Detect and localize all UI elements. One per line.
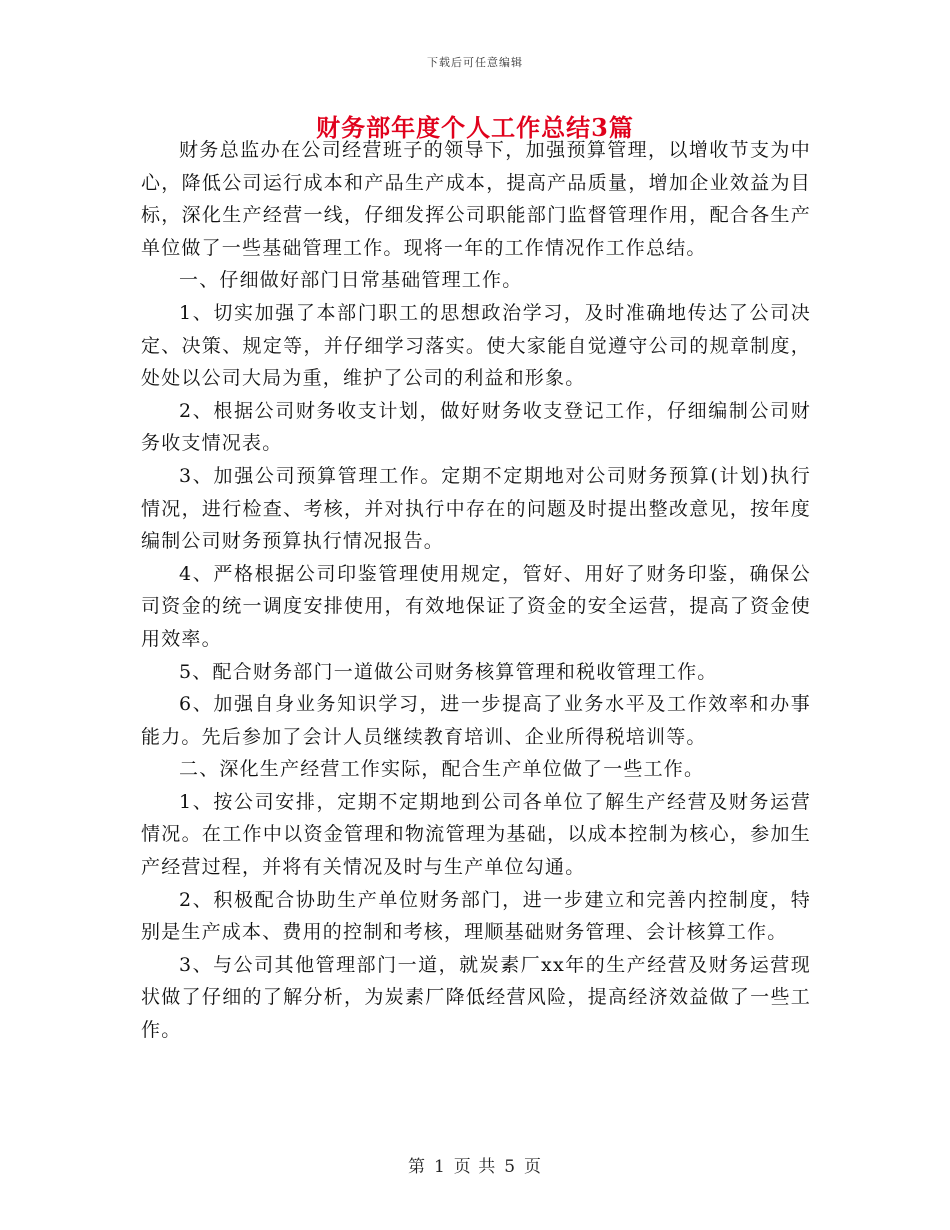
page-footer	[0, 1152, 950, 1177]
paragraph-intro: 财务总监办在公司经营班子的领导下，加强预算管理，以增收节支为中心，降低公司运行成本和产品生产成本，提高产品质量，增加企业效益为目标，深化生产经营一线，仔细发挥公司职能部门监督管理作用，配合各生产单位做了一些基础管理工作。现将一年的工作情况作工作总结。	[141, 139, 811, 259]
paragraph-item: 4、严格根据公司印鉴管理使用规定，管好、用好了财务印鉴，确保公司资金的统一调度安排使用，有效地保证了资金的安全运营，提高了资金使用效率。	[141, 562, 811, 650]
current-page-number: 1	[433, 1157, 446, 1177]
paragraph-item: 1、按公司安排，定期不定期地到公司各单位了解生产经营及财务运营情况。在工作中以资金管理和物流管理为基础，以成本控制为核心，参加生产经营过程，并将有关情况及时与生产单位勾通。	[141, 790, 811, 879]
header-note: 下载后可任意编辑	[427, 56, 523, 69]
paragraph-item: 6、加强自身业务知识学习，进一步提高了业务水平及工作效率和办事能力。先后参加了会计人员继续教育培训、企业所得税培训等。	[141, 693, 811, 748]
paragraph-item: 1、切实加强了本部门职工的思想政治学习，及时准确地传达了公司决定、决策、规定等，并仔细学习落实。使大家能自觉遵守公司的规章制度，处处以公司大局为重，维护了公司的利益和形象。	[141, 301, 811, 390]
paragraph-item: 2、根据公司财务收支计划，做好财务收支登记工作，仔细编制公司财务收支情况表。	[141, 399, 811, 455]
paragraph-item: 3、与公司其他管理部门一道，就炭素厂xx年的生产经营及财务运营现状做了仔细的了解分析，为炭素厂降低经营风险，提高经济效益做了一些工作。	[141, 953, 811, 1042]
paragraph-item: 5、配合财务部门一道做公司财务核算管理和税收管理工作。	[179, 660, 718, 683]
document-title: 财务部年度个人工作总结3篇	[316, 113, 634, 142]
section-heading-1: 一、仔细做好部门日常基础管理工作。	[179, 269, 523, 292]
document-body	[141, 134, 811, 1047]
paragraph-item: 3、加强公司预算管理工作。定期不定期地对公司财务预算(计划)执行情况，进行检查、考核，并对执行中存在的问题及时提出整改意见，按年度编制公司财务预算执行情况报告。	[141, 464, 811, 553]
paragraph-item: 2、积极配合协助生产单位财务部门，进一步建立和完善内控制度，特别是生产成本、费用的控制和考核，理顺基础财务管理、会计核算工作。	[141, 888, 811, 944]
footer-suffix: 页	[524, 1157, 543, 1177]
section-heading-2: 二、深化生产经营工作实际，配合生产单位做了一些工作。	[179, 758, 705, 781]
footer-prefix: 第	[407, 1157, 426, 1177]
total-page-count: 5	[504, 1157, 517, 1177]
footer-middle: 页 共	[453, 1157, 497, 1177]
